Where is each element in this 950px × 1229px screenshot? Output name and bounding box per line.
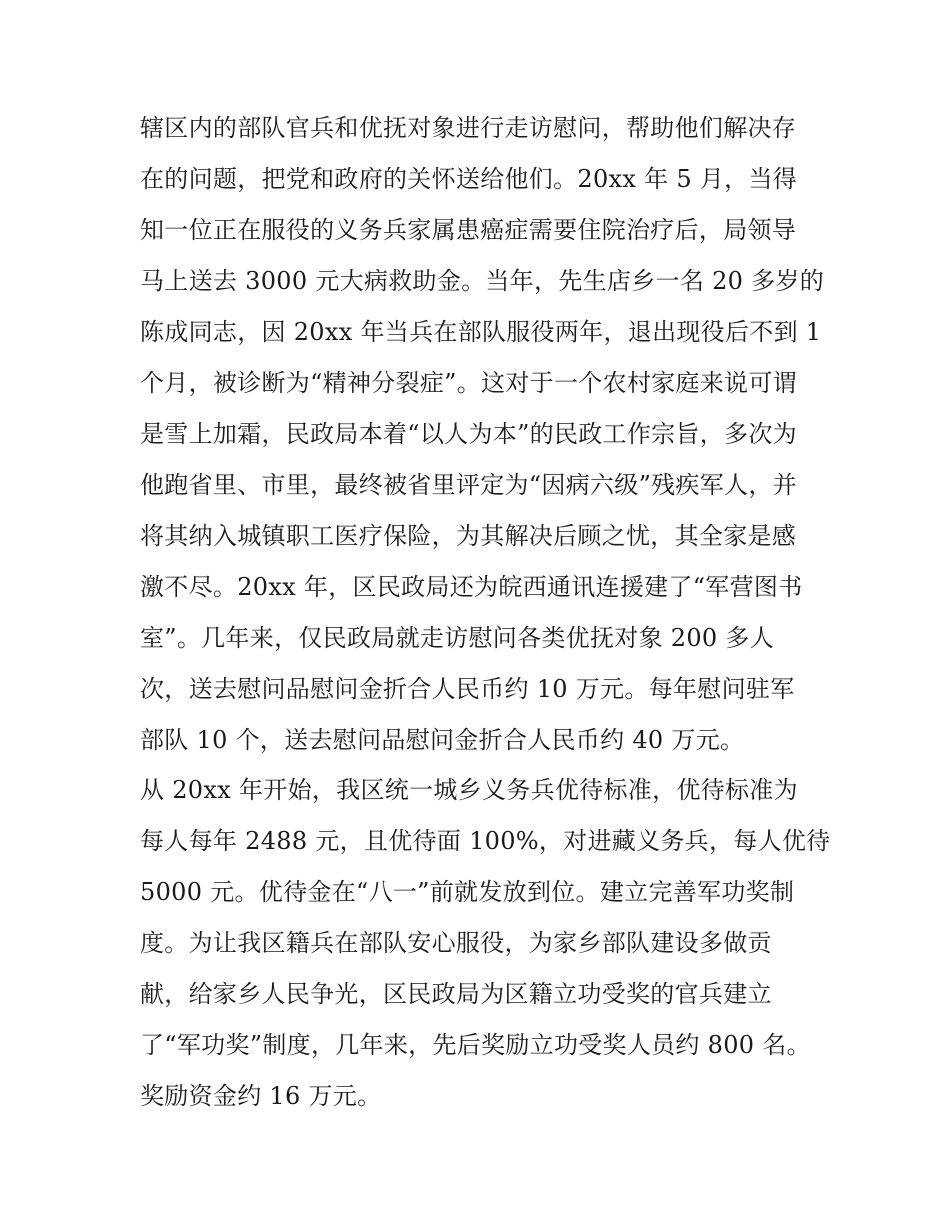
text-line: 知一位正在服役的义务兵家属患癌症需要住院治疗后，局领导	[140, 216, 797, 244]
text-line: 个月，被诊断为“精神分裂症”。这对于一个农村家庭来说可谓	[140, 369, 797, 397]
text-line: 从 20xx 年开始，我区统一城乡义务兵优待标准，优待标准为	[140, 776, 798, 804]
text-line: 激不尽。20xx 年，区民政局还为皖西通讯连援建了“军营图书	[140, 573, 803, 601]
text-line: 奖励资金约 16 万元。	[140, 1082, 382, 1110]
text-line: 辖区内的部队官兵和优抚对象进行走访慰问，帮助他们解决存	[140, 114, 797, 142]
text-line: 度。为让我区籍兵在部队安心服役，为家乡部队建设多做贡	[140, 929, 772, 957]
text-line: 室”。几年来，仅民政局就走访慰问各类优抚对象 200 多人	[140, 624, 775, 652]
text-line: 在的问题，把党和政府的关怀送给他们。20xx 年 5 月，当得	[140, 165, 798, 193]
text-line: 他跑省里、市里，最终被省里评定为“因病六级”残疾军人，并	[140, 471, 797, 499]
text-line: 了“军功奖”制度，几年来，先后奖励立功受奖人员约 800 名。	[140, 1031, 811, 1059]
text-line: 将其纳入城镇职工医疗保险，为其解决后顾之忧，其全家是感	[140, 522, 797, 550]
text-line: 5000 元。优待金在“八一”前就发放到位。建立完善军功奖制	[140, 878, 795, 906]
text-line: 陈成同志，因 20xx 年当兵在部队服役两年，退出现役后不到 1	[140, 318, 822, 346]
text-line: 献，给家乡人民争光，区民政局为区籍立功受奖的官兵建立	[140, 980, 772, 1008]
text-line: 每人每年 2488 元，且优待面 100%，对进藏义务兵，每人优待	[140, 827, 831, 855]
text-line: 部队 10 个，送去慰问品慰问金折合人民币约 40 万元。	[140, 726, 745, 754]
text-line: 马上送去 3000 元大病救助金。当年，先生店乡一名 20 多岁的	[140, 267, 825, 295]
text-line: 次，送去慰问品慰问金折合人民币约 10 万元。每年慰问驻军	[140, 675, 795, 703]
text-line: 是雪上加霜，民政局本着“以人为本”的民政工作宗旨，多次为	[140, 420, 797, 448]
